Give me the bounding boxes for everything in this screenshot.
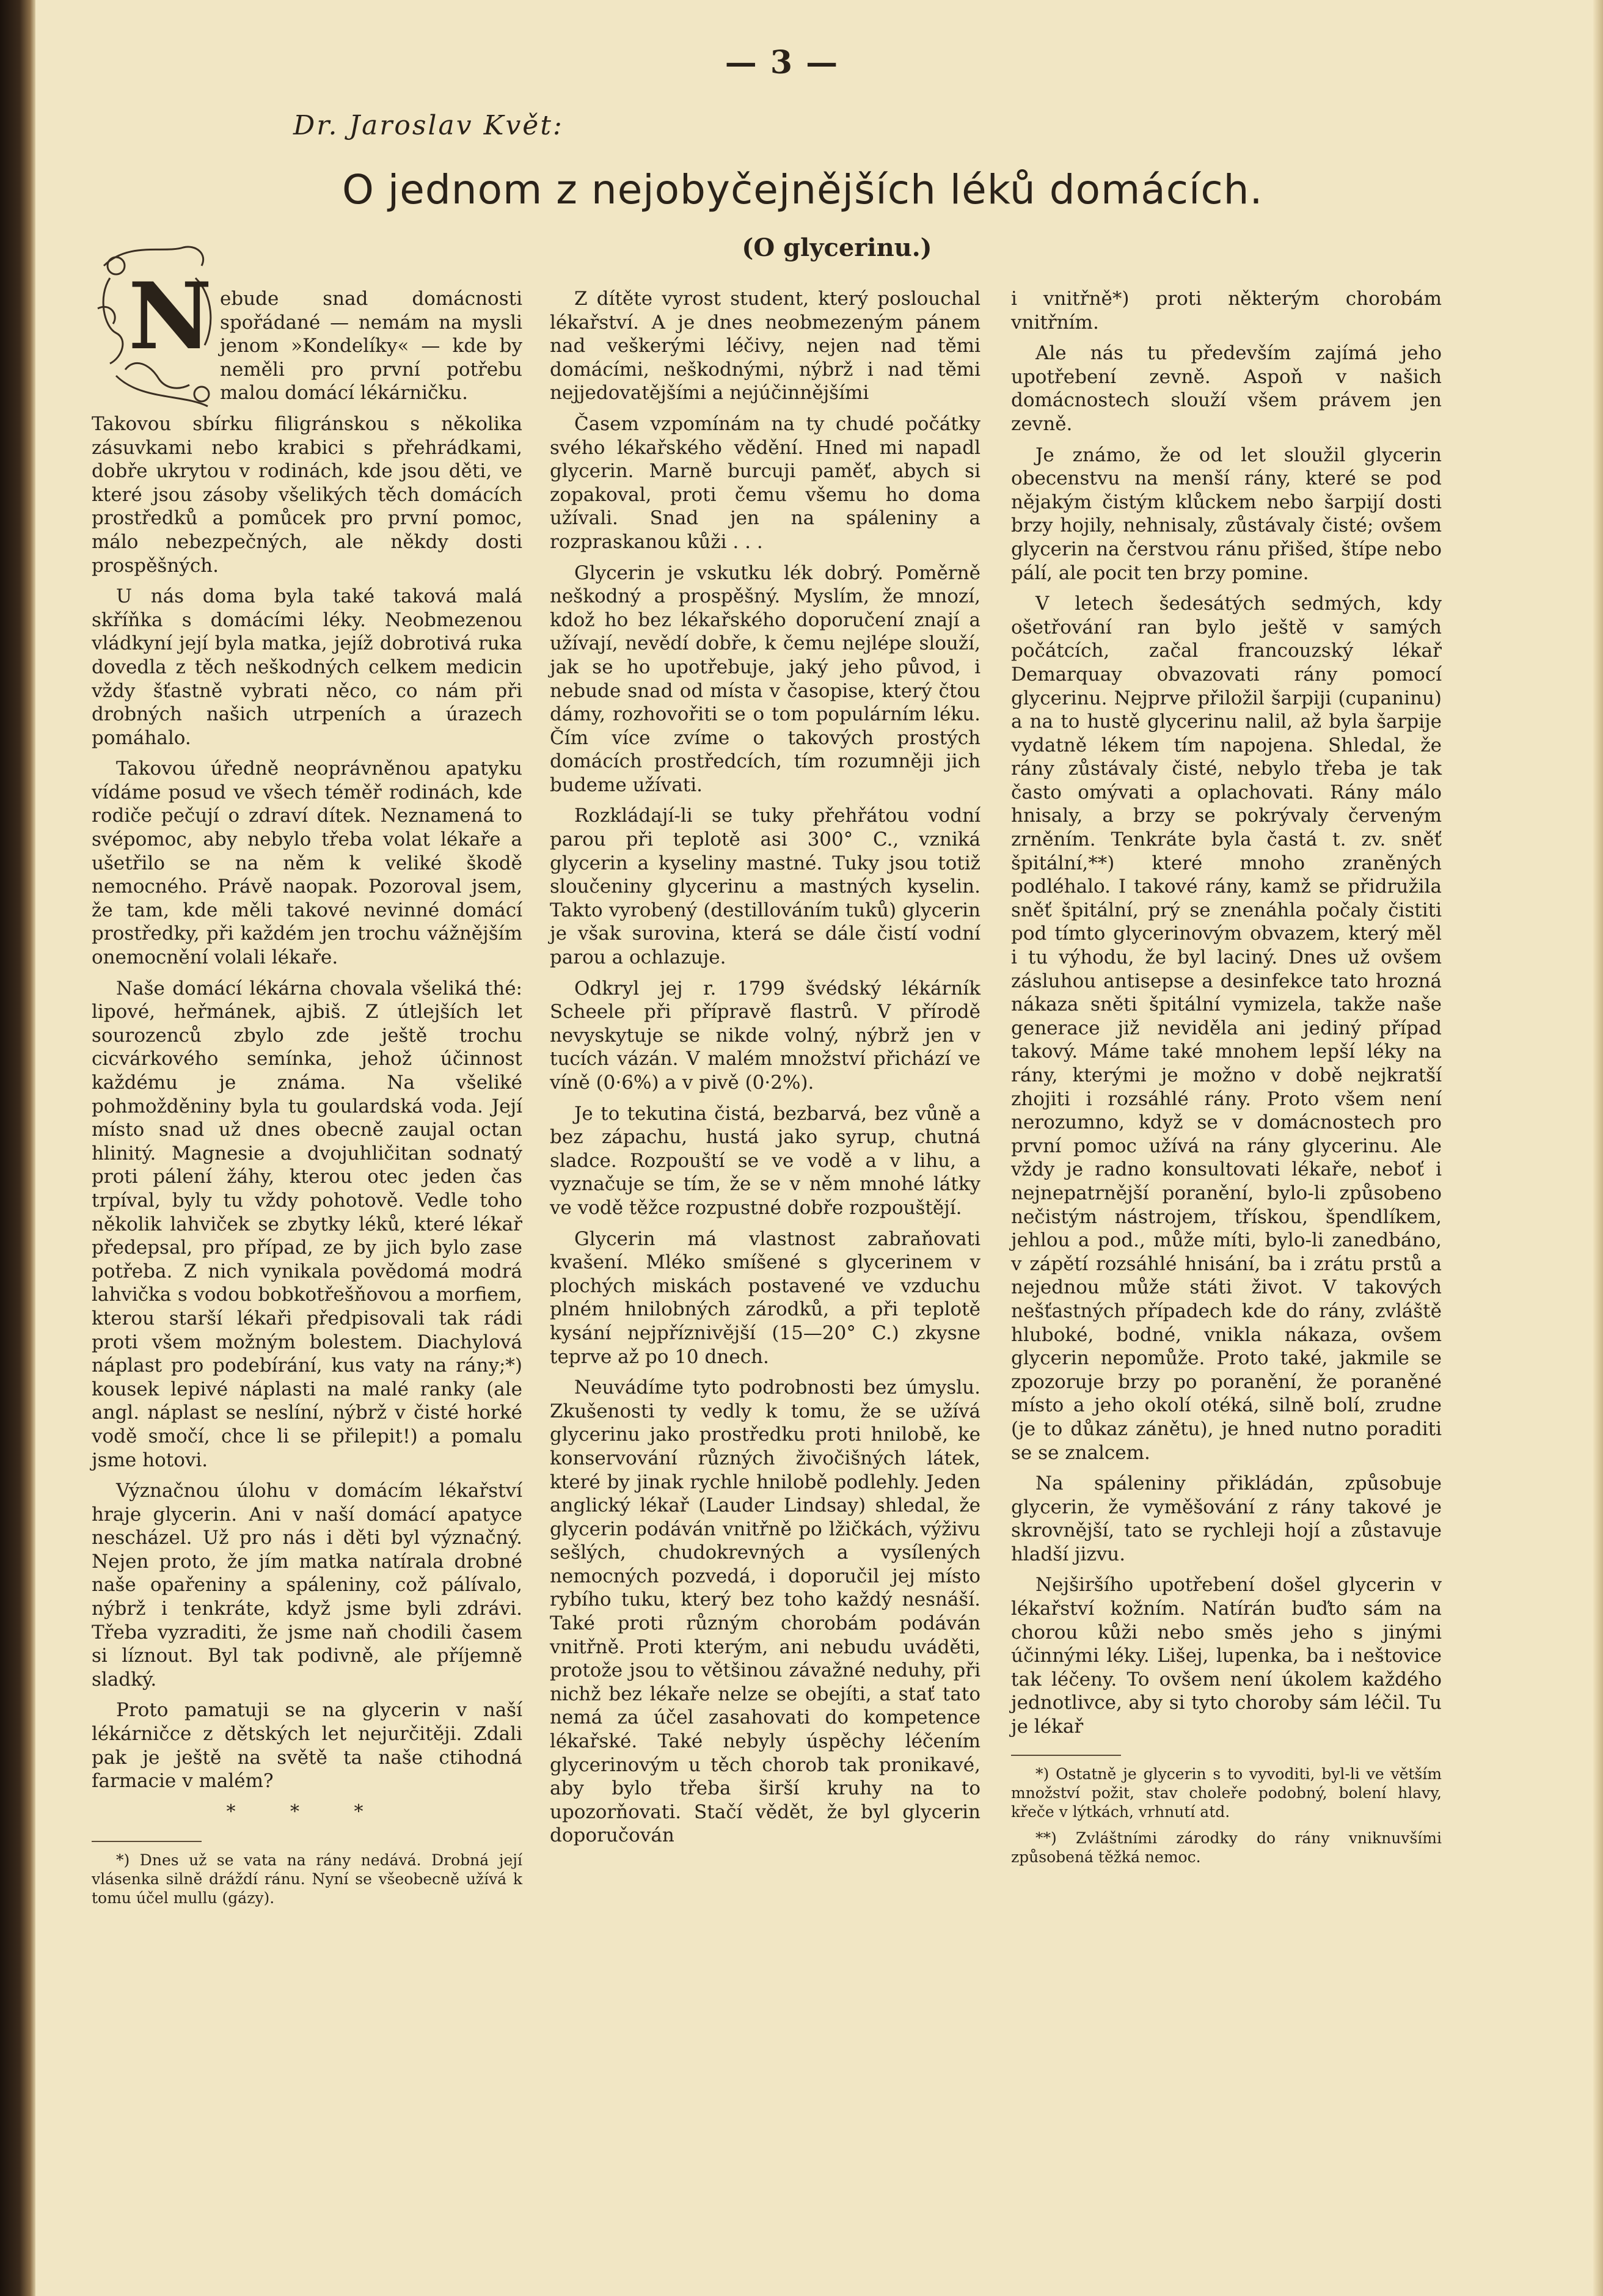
paragraph: Naše domácí lékárna chovala všeliká thé: lipové, heřmánek, ajbiš. Z útlejších let sourozenců zbylo zde ještě trochu cicvárkového semínka, jehož účinnost každému je známa. Na všeliké pohmožděniny byla tu goulardská voda. Její místo snad už dnes obecně zaujal octan hlinitý. Magnesie a dvojuhličitan sodnatý proti pálení žáhy, kterou otec jeden čas trpíval, byly tu vždy pohotově. Vedle toho několik lahviček se zbytky léků, které lékař předepsal, pro případ, ze by jich bylo zase potřeba. Z nich vynikala povědomá modrá lahvička s vodou bobkotřešňovou a morfiem, kterou starší lékaři předpisovali tak rádi proti všem možným bolestem. Diachylová náplast pro podebírání, kus vaty na rány;*) kousek lepivé náplasti na malé ranky (ale angl. náplast se neslíní, nýbrž v čisté horké vodě smočí, chce li se přilepit!) a pomalu jsme hotovi.: [92, 977, 522, 1471]
column-1: [92, 287, 522, 1915]
article-subtitle: (O glycerinu.): [742, 233, 932, 262]
page-number: — 3 —: [725, 44, 839, 81]
article-title: O jednom z nejobyčejnějších léků domácích.: [342, 166, 1263, 213]
paragraph: Neuvádíme tyto podrobnosti bez úmyslu. Zkušenosti ty vedly k tomu, že se užívá glycerinu jako prostředku proti hnilobě, ke konservování různých živočišných látek, které by jinak rychle hnilobě podlehly. Jeden anglický lékař (Lauder Lindsay) shledal, že glycerin podáván vnitřně po lžičkách, výživu sešlých, chudokrevných a vysílených nemocných pozvedá, i doporučil jej místo rybího tuku, který bez toho každý nesnáší. Také proti různým chorobám podáván vnitřně. Proti kterým, ani nebudu uváděti, protože jsou to většinou závažné neduhy, při nichž bez lékaře nelze se obejíti, a stať tato nemá za účel zasahovati do kompetence lékařské. Také nebyly úspěchy léčením glycerinovým u těch chorob tak pronikavé, aby bylo třeba širší kruhy na to upozorňovati. Stačí vědět, že byl glycerin doporučován: [550, 1377, 980, 1847]
paragraph: Rozkládají-li se tuky přehřátou vodní parou při teplotě asi 300° C., vzniká glycerin a kyseliny mastné. Tuky jsou totiž sloučeniny glycerinu a mastných kyselin. Takto vyrobený (destillováním tuků) glycerin je však surovina, která se dále čistí vodní parou a ochlazuje.: [550, 805, 980, 969]
paragraph: Glycerin je vskutku lék dobrý. Poměrně neškodný a prospěšný. Myslím, že mnozí, kdož ho bez lékařského doporučení znají a užívají, nevědí dobře, k čemu nejlépe slouží, jak se ho upotřebuje, jaký jeho původ, i nebude snad od místa v časopise, který čtou dámy, rozhovořiti se o tom populárním léku. Čím více zvíme o takových prostých domácích prostředcích, tím rozumněji jich budeme užívati.: [550, 561, 980, 796]
paragraph: U nás doma byla také taková malá skříňka s domácími léky. Neobmezenou vládkyní její byla matka, jejíž dobrotivá ruka dovedla z těch neškodných celkem medicin vždy šťastně vybrati něco, co nám při drobných našich utrpeních a úrazech pomáhalo.: [92, 585, 522, 749]
paragraph: Je známo, že od let sloužil glycerin obecenstvu na menší rány, které se pod nějakým čistým klůckem nebo šarpijí dosti brzy hojily, nehnisaly, zůstávaly čisté; ovšem glycerin na čerstvou ránu přišed, štípe nebo pálí, ale pocit ten brzy pomine.: [1011, 444, 1442, 584]
paragraph: Význačnou úlohu v domácím lékařství hraje glycerin. Ani v naší domácí apatyce nescházel. Už pro nás i děti byl význačný. Nejen proto, že jím matka natírala drobné naše opařeniny a spáleniny, což pálívalo, nýbrž i tenkráte, když jsme byli zdrávi. Třeba vyzraditi, že jsme naň chodili časem si líznout. Byl tak podivně, ale příjemně sladký.: [92, 1480, 522, 1691]
paragraph: Proto pamatuji se na glycerin v naší lékárničce z dětských let nejurčitěji. Zdali pak je ještě na světě ta naše ctihodná farmacie v malém?: [92, 1699, 522, 1793]
paragraph: Odkryl jej r. 1799 švédský lékárník Scheele při přípravě flastrů. V přírodě nevyskytuje se nikde volný, nýbrž jen v tucích vázán. V malém množství přichází ve víně (0·6%) a v pivě (0·2%).: [550, 977, 980, 1094]
paragraph: ebude snad domácnosti spořádané — nemám na mysli jenom »Kondelíky« — kde by neměli pro první potřebu malou domácí lékárničku.: [220, 288, 522, 404]
paragraph: i vnitřně*) proti některým chorobám vnitřním.: [1011, 288, 1442, 334]
paragraph: Na spáleniny přikládán, způsobuje glycerin, že vyměšování z rány takové je skrovnější, tato se rychleji hojí a zůstavuje hladší jizvu.: [1011, 1472, 1442, 1565]
paragraph: Glycerin má vlastnost zabraňovati kvašení. Mléko smíšené s glycerinem v plochých miskách postavené ve vzduchu plném hnilobných zárodků, a při teplotě kysání nejpříznivější (15—20° C.) zkysne teprve až po 10 dnech.: [550, 1227, 980, 1368]
author-name: Dr. Jaroslav Květ:: [293, 110, 564, 141]
paragraph: Časem vzpomínám na ty chudé počátky svého lékařského vědění. Hned mi napadl glycerin. Marně burcuji paměť, abych si zopakoval, proti čemu všemu ho doma užívali. Snad jen na spáleniny a rozpraskanou kůži . . .: [550, 412, 980, 553]
footnote: *) Dnes už se vata na rány nedává. Drobná její vlásenka silně dráždí ránu. Nyní se všeobecně užívá k tomu účel mullu (gázy).: [92, 1851, 522, 1907]
paragraph: Takovou úředně neoprávněnou apatyku vídáme posud ve všech téměř rodinách, kde rodiče pečují o zdraví dítek. Neznamená to svépomoc, aby nebylo třeba volat lékaře a ušetřilo se na něm k veliké škodě nemocného. Právě naopak. Pozoroval jsem, že tam, kde měli takové nevinné domácí prostředky, při každém jen trochu vážnějším onemocnění volali lékaře.: [92, 758, 522, 969]
footnote-rule: [92, 1841, 202, 1842]
paragraph: V letech šedesátých sedmých, kdy ošetřování ran bylo ještě v samých počátcích, začal francouzský lékař Demarquay obvazovati rány pomocí glycerinu. Nejprve přiložil šarpiji (cupaninu) a na to hustě glycerinu nalil, až byla šarpije vydatně lékem tím napojena. Shledal, že rány zůstávaly čisté, nebylo třeba je tak často omývati a oplachovati. Rány málo hnisaly, a brzy se pokrývaly červeným zrněním. Tenkráte byla častá t. zv. sněť špitální,**) které mnoho zraněných podléhalo. I takové rány, kamž se přidružila sněť špitální, prý se znenáhla počaly čistiti pod tímto glycerinovým obvazem, který měl i tu výhodu, že byl laciný. Dnes už ovšem zásluhou antisepse a desinfekce tato hrozná nákaza sněti špitální vymizela, takže naše generace již neviděla ani jediný případ takový. Máme také mnohem lepší léky na rány, kterými je možno v době nejkratší zhojiti i rozsáhlé rány. Proto všem není nerozumno, když se v domácnostech pro první pomoc užívá na rány glycerinu. Ale vždy je radno konsultovati lékaře, neboť i nejnepatrnější poranění, bylo-li způsobeno nečistým nástrojem, třískou, špendlíkem, jehlou a pod., může míti, bylo-li zanedbáno, v zápětí rozsáhlé hnisání, ba i zrátu prstů a nejednou může státi život. V takových nešťastných případech kde do rány, zvláště hluboké, bodné, vnikla nákaza, ovšem glycerin nepomůže. Proto také, jakmile se zpozoruje brzy po poranění, že poraněné místo a jeho okolí otéká, silně bolí, zrudne (je to důkaz zánětu), je hned nutno poraditi se se znalcem.: [1011, 593, 1442, 1464]
footnote: *) Ostatně je glycerin s to vyvoditi, byl-li ve větším množství požit, stav choleře podobný, bolení hlavy, křeče v lýtkách, vrhnutí atd.: [1011, 1764, 1442, 1821]
footnote: **) Zvláštními zárodky do rány vniknuvšími způsobená těžká nemoc.: [1011, 1829, 1442, 1866]
paragraph: Ale nás tu především zajímá jeho upotřebení zevně. Aspoň v našich domácnostech slouží všem právem jen zevně.: [1011, 342, 1442, 435]
column-3: [1011, 287, 1442, 1874]
section-divider-stars: * * *: [226, 1801, 388, 1823]
initial-letter: N: [128, 263, 213, 370]
column-2: [550, 287, 980, 1855]
book-binding-edge: [0, 0, 35, 2296]
paragraph: Takovou sbírku filigránskou s několika zásuvkami nebo krabici s přehrádkami, dobře ukrytou v rodinách, kde jsou děti, ve které jsou zásoby všelikých těch domácích prostředků a pomůcek pro první pomoc, málo nebezpečných, ale někdy dosti prospěšných.: [92, 412, 522, 577]
paragraph: Z dítěte vyrost student, který poslouchal lékařství. A je dnes neobmezeným pánem nad veškerými léčivy, nejen nad těmi domácími, neškodnými, nýbrž i nad těmi nejjedovatějšími a nejúčinnějšími: [550, 288, 980, 404]
footnote-rule: [1011, 1755, 1121, 1756]
page-edge: [1593, 0, 1603, 2296]
paragraph: Je to tekutina čistá, bezbarvá, bez vůně a bez zápachu, hustá jako syrup, chutná sladce. Rozpouští se ve vodě a v lihu, a vyznačuje se tím, že se v něm mnohé látky ve vodě těžce rozpustné dobře rozpouštějí.: [550, 1102, 980, 1219]
paragraph: Nejširšího upotřebení došel glycerin v lékařství kožním. Natírán buďto sám na chorou kůži nebo směs jeho s jinými účinnými léky. Lišej, lupenka, ba i neštovice tak léčeny. To ovšem není úkolem každého jednotlivce, aby si tyto choroby sám léčil. Tu je lékař: [1011, 1574, 1442, 1738]
